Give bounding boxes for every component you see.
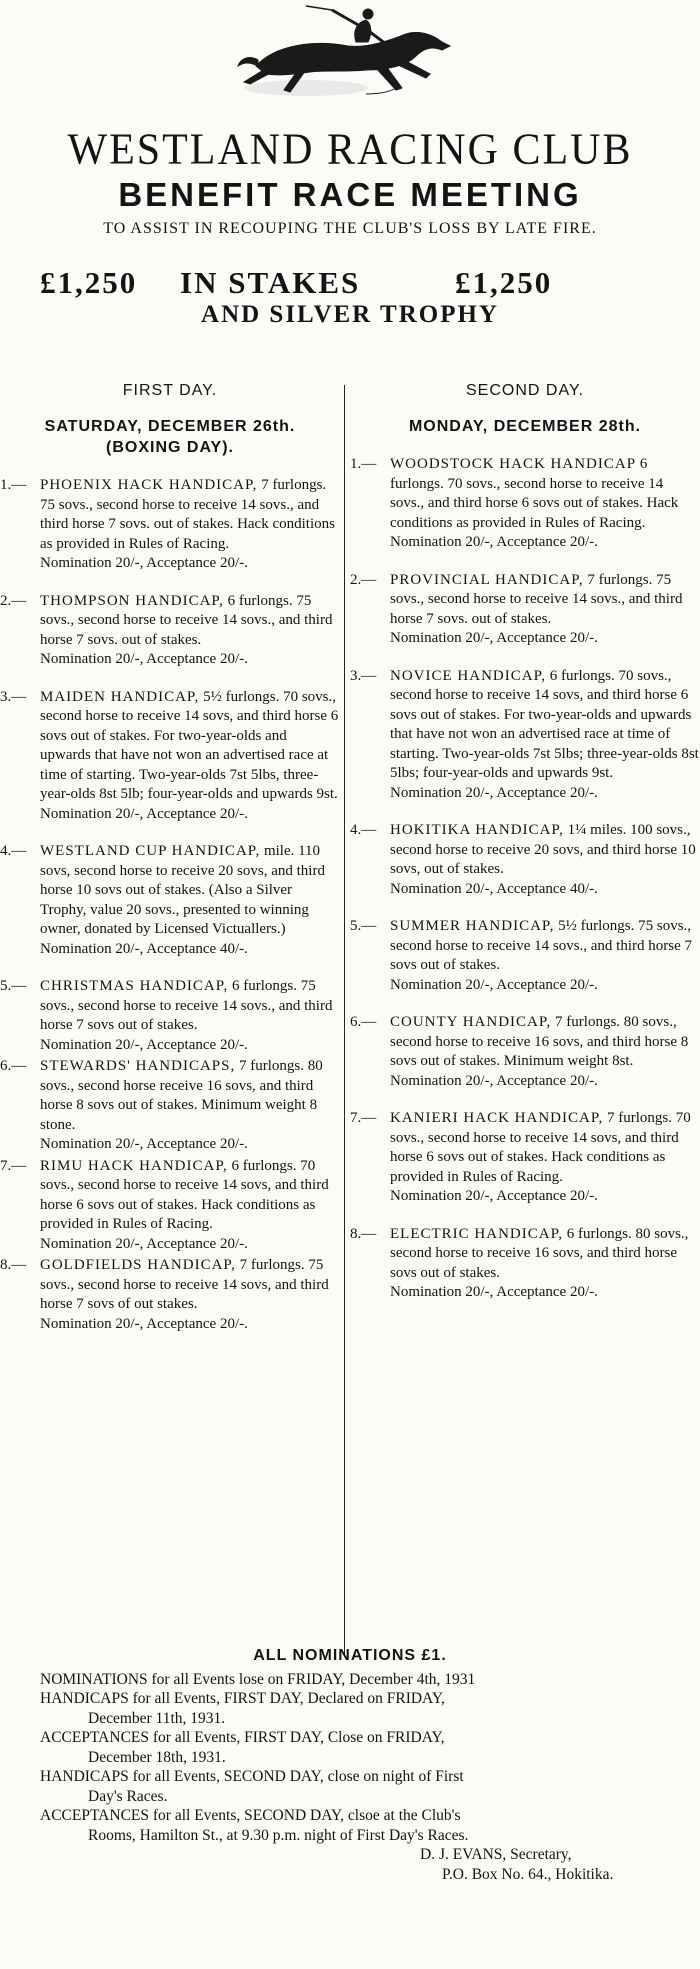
race-fees: Nomination 20/-, Acceptance 40/-. [390, 880, 598, 897]
race-conditions: mile. 110 sovs, second horse to receive 20 sovs, and third horse 10 sovs out of stakes. (Also a Silver Trophy, value 20 sovs., presented to winning owner, donated by Licensed Victuallers.) [40, 843, 325, 937]
race-fees: Nomination 20/-, Acceptance 20/-. [40, 555, 248, 571]
race-number: 1.— [0, 477, 27, 493]
race-number: 4.— [350, 822, 377, 838]
race-fees: Nomination 20/-, Acceptance 20/-. [40, 805, 248, 822]
race-title: PROVINCIAL HANDICAP, [390, 571, 584, 588]
race-title: PHOENIX HACK HANDICAP, [40, 477, 258, 493]
second-day-race-2 [350, 571, 700, 649]
second-day-race-8 [350, 1225, 700, 1303]
race-fees: Nomination 20/-, Acceptance 20/-. [40, 1235, 248, 1252]
second-day-race-3 [350, 667, 700, 804]
purpose-line: TO ASSIST IN RECOUPING THE CLUB'S LOSS BY LATE FIRE. [103, 220, 597, 237]
stakes-amount-right: £1,250 [455, 265, 553, 300]
race-number: 4.— [0, 843, 27, 859]
notice-acceptances-first-day: ACCEPTANCES for all Events, FIRST DAY, Close on FRIDAY, [40, 1729, 445, 1746]
race-number: 5.— [0, 978, 27, 994]
race-number: 8.— [0, 1257, 27, 1273]
second-day-race-4 [350, 821, 700, 899]
race-title: ELECTRIC HANDICAP, [390, 1225, 564, 1242]
stakes-label: IN STAKES [180, 265, 361, 300]
second-day-heading: SECOND DAY. [466, 382, 584, 399]
race-conditions: 6 furlongs. 75 sovs., second horse to receive 14 sovs., and third horse 7 sovs out of stakes. [40, 978, 333, 1033]
first-day-race-2 [0, 592, 340, 670]
meeting-title: BENEFIT RACE MEETING [118, 176, 582, 213]
first-day-date-line2: (BOXING DAY). [106, 439, 234, 456]
second-day-race-1 [350, 455, 700, 553]
race-title: THOMPSON HANDICAP, [40, 592, 224, 609]
race-fees: Nomination 20/-, Acceptance 20/-. [390, 1188, 598, 1204]
race-fees: Nomination 20/-, Acceptance 20/-. [40, 1036, 248, 1053]
race-title: STEWARDS' HANDICAPS, [40, 1058, 236, 1074]
race-conditions: 7 furlongs. 70 sovs., second horse to receive 14 sovs, and third horse 6 sovs out of stakes. Hack conditions as provided in Rules of Racing. [390, 1110, 691, 1185]
notice-handicaps-second-day-cont: Day's Races. [88, 1787, 168, 1805]
race-number: 5.— [350, 918, 377, 934]
race-title: SUMMER HANDICAP, [390, 918, 555, 934]
race-title: HOKITIKA HANDICAP, [390, 822, 564, 838]
race-conditions: 6 furlongs. 80 sovs., second horse to receive 16 sovs, and third horse sovs out of stakes. [390, 1225, 689, 1281]
second-day-date: MONDAY, DECEMBER 28th. [408, 418, 642, 435]
race-fees: Nomination 20/-, Acceptance 20/-. [390, 534, 598, 550]
race-conditions: 6 furlongs. 70 sovs., second horse to receive 14 sovs, and third horse 6 sovs out of stakes. For two-year-olds and upwards that have not won an advertised race at time of starting. Two-year-olds 7st 5lbs; three-year-olds 8st 5lbs; four-year-olds and upwards 9st. [390, 667, 699, 781]
first-day-race-7 [0, 1157, 340, 1255]
race-conditions: 1¼ miles. 100 sovs., second horse to receive 20 sovs, and third horse 10 sovs, out of stakes. [390, 822, 696, 877]
second-day-column [350, 382, 700, 1303]
first-day-column [0, 382, 340, 1334]
race-fees: Nomination 20/-, Acceptance 40/-. [40, 940, 248, 957]
first-day-race-4 [0, 842, 340, 959]
notice-acceptances-second-day: ACCEPTANCES for all Events, SECOND DAY, clsoe at the Club's [40, 1807, 461, 1824]
race-number: 2.— [0, 592, 27, 609]
stakes-amount-left: £1,250 [40, 265, 138, 300]
notice-handicaps-first-day: HANDICAPS for all Events, FIRST DAY, Declared on FRIDAY, [40, 1690, 445, 1707]
race-title: GOLDFIELDS HANDICAP, [40, 1257, 236, 1273]
first-day-race-5 [0, 977, 340, 1055]
race-title: WOODSTOCK HACK HANDICAP [390, 456, 637, 472]
nomination-notices [0, 1646, 700, 1884]
race-conditions: 7 furlongs. 75 sovs., second horse to receive 14 sovs, and third horse 7 sovs of out stakes. [40, 1257, 329, 1312]
race-number: 6.— [0, 1058, 27, 1074]
race-number: 8.— [350, 1225, 377, 1242]
first-day-race-3 [0, 688, 340, 825]
race-fees: Nomination 20/-, Acceptance 20/-. [390, 784, 598, 801]
race-fees: Nomination 20/-, Acceptance 20/-. [390, 1284, 598, 1300]
race-fees: Nomination 20/-, Acceptance 20/-. [40, 1136, 248, 1152]
race-number: 6.— [350, 1014, 377, 1030]
club-title: WESTLAND RACING CLUB [67, 125, 633, 175]
race-title: WESTLAND CUP HANDICAP, [40, 843, 261, 859]
race-fees: Nomination 20/-, Acceptance 20/-. [40, 1315, 248, 1332]
race-title: COUNTY HANDICAP, [390, 1014, 552, 1030]
race-fees: Nomination 20/-, Acceptance 20/-. [390, 630, 598, 646]
race-title: MAIDEN HANDICAP, [40, 688, 200, 705]
race-conditions: 7 furlongs. 75 sovs., second horse to receive 14 sovs., and third horse 7 sovs. out of stakes. [390, 571, 683, 627]
race-conditions: 5½ furlongs. 70 sovs., second horse to receive 14 sovs, and third horse 6 sovs out of stakes. For two-year-olds and upwards that have not won an advertised race at time of starting. Two-year-olds 7st 5lbs, three-year-olds 8st 5lb; four-year-olds and upwards 9st. [40, 688, 339, 802]
race-number: 3.— [350, 667, 377, 684]
all-nominations-heading: ALL NOMINATIONS £1. [253, 1647, 447, 1664]
race-number: 7.— [350, 1110, 377, 1126]
notice-acceptances-first-day-date: December 18th, 1931. [88, 1748, 226, 1766]
notice-handicaps-second-day: HANDICAPS for all Events, SECOND DAY, close on night of First [40, 1768, 464, 1785]
first-day-date [0, 416, 340, 458]
secretary-address: P.O. Box No. 64., Hokitika. [442, 1865, 614, 1883]
race-conditions: 7 furlongs. 80 sovs., second horse to receive 16 sovs, and third horse 8 sovs out of stakes. Minimum weight 8st. [390, 1014, 689, 1069]
race-conditions: 7 furlongs. 80 sovs., second horse receive 16 sovs, and third horse 8 sovs out of stakes. Minimum weight 8 stone. [40, 1058, 323, 1133]
race-number: 7.— [0, 1157, 27, 1174]
race-title: NOVICE HANDICAP, [390, 667, 547, 684]
second-day-race-7 [350, 1109, 700, 1207]
first-day-heading: FIRST DAY. [122, 382, 218, 399]
notice-acceptances-second-day-cont: Rooms, Hamilton St., at 9.30 p.m. night of First Day's Races. [88, 1826, 469, 1844]
race-conditions: 6 furlongs. 70 sovs., second horse to receive 14 sovs., and third horse 6 sovs out of stakes. Hack conditions as provided in Rules of Racing. [390, 456, 679, 531]
race-conditions: 7 furlongs. 75 sovs., second horse to receive 14 sovs., and third horse 7 sovs. out of stakes. Hack conditions as provided in Rules of Racing. [40, 477, 335, 552]
race-fees: Nomination 20/-, Acceptance 20/-. [40, 651, 248, 667]
race-title: KANIERI HACK HANDICAP, [390, 1110, 604, 1126]
notice-nominations: NOMINATIONS for all Events lose on FRIDAY, December 4th, 1931 [40, 1670, 476, 1688]
column-divider [344, 385, 345, 1655]
second-day-race-5 [350, 917, 700, 995]
race-number: 2.— [350, 571, 377, 588]
second-day-race-6 [350, 1013, 700, 1091]
silver-trophy-line: AND SILVER TROPHY [201, 301, 499, 328]
first-day-race-8 [0, 1256, 340, 1334]
race-fees: Nomination 20/-, Acceptance 20/-. [390, 976, 598, 993]
race-title: CHRISTMAS HANDICAP, [40, 978, 229, 994]
race-conditions: 5½ furlongs. 75 sovs., second horse to receive 14 sovs., and third horse 7 sovs out of stakes. [390, 918, 693, 973]
first-day-date-line1: SATURDAY, DECEMBER 26th. [44, 418, 296, 435]
race-title: RIMU HACK HANDICAP, [40, 1157, 228, 1174]
race-conditions: 6 furlongs. 70 sovs., second horse to receive 14 sovs, and third horse 6 sovs out of stakes. Hack conditions as provided in Rules of Racing. [40, 1157, 329, 1232]
notice-handicaps-first-day-date: December 11th, 1931. [88, 1709, 226, 1727]
secretary-signature: D. J. EVANS, Secretary, [420, 1846, 572, 1863]
first-day-race-1 [0, 476, 340, 574]
race-fees: Nomination 20/-, Acceptance 20/-. [390, 1072, 598, 1089]
race-number: 1.— [350, 456, 377, 472]
first-day-race-6 [0, 1057, 340, 1155]
race-number: 3.— [0, 688, 27, 705]
race-conditions: 6 furlongs. 75 sovs., second horse to receive 14 sovs., and third horse 7 sovs. out of stakes. [40, 592, 333, 648]
horse-jockey-logo [236, 4, 472, 100]
